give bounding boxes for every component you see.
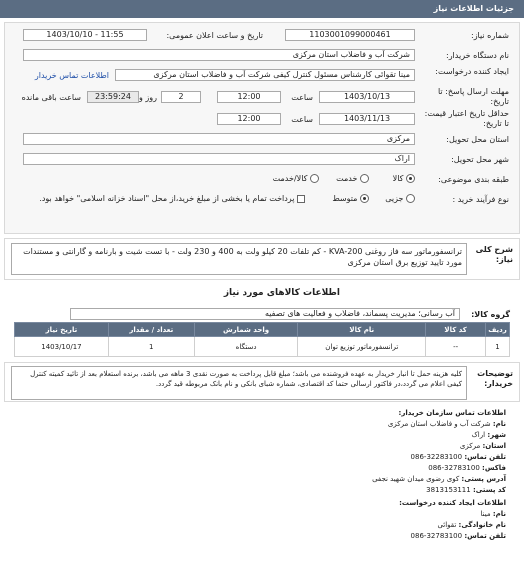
purchase-type-label: نوع فرآیند خرید :: [452, 195, 509, 204]
notes-section: [4, 362, 520, 402]
remaining-time-field: 23:59:24: [87, 91, 139, 103]
buyer-phone-line: تلفن تماس: 32283100-086: [410, 453, 506, 461]
need-number-field[interactable]: 1103001099000461: [285, 29, 415, 41]
radio-icon[interactable]: [360, 194, 369, 203]
need-details-panel: [4, 22, 520, 234]
radio-icon[interactable]: [406, 194, 415, 203]
creator-last-name-line: نام خانوادگی: تقوائی: [437, 521, 506, 529]
buyer-name-line: نام: شرکت آب و فاضلاب استان مرکزی: [387, 420, 506, 428]
radio-icon[interactable]: [310, 174, 319, 183]
deadline-time-field[interactable]: 12:00: [217, 91, 281, 103]
validity-time-field[interactable]: 12:00: [217, 113, 281, 125]
deadline-date-field[interactable]: 1403/10/13: [319, 91, 415, 103]
category-option-goods[interactable]: کالا: [393, 174, 415, 183]
validity-label: حداقل تاریخ اعتبار قیمت: تا تاریخ:: [424, 109, 509, 128]
validity-time-label: ساعت: [291, 115, 313, 124]
days-label: روز و: [139, 93, 157, 102]
cell-name: ترانسفورماتور توزیع توان: [298, 337, 426, 357]
deadline-time-label: ساعت: [291, 93, 313, 102]
creator-phone-line: تلفن تماس: 32783100-086: [410, 532, 506, 540]
category-label: طبقه بندی موضوعی:: [438, 175, 509, 184]
need-number-label: شماره نیاز:: [471, 31, 509, 40]
col-date: تاریخ نیاز: [15, 323, 109, 337]
buyer-contact-title: اطلاعات تماس سازمان خریدار:: [398, 409, 506, 417]
buyer-postal-line: کد پستی: 3813153111: [426, 486, 506, 494]
announce-label: تاریخ و ساعت اعلان عمومی:: [166, 31, 263, 40]
table-row[interactable]: [15, 337, 510, 357]
buyer-fax-line: فاکس: 32783100-086: [428, 464, 506, 472]
cell-row: 1: [486, 337, 510, 357]
city-field[interactable]: اراک: [23, 153, 415, 165]
summary-label: شرح کلی نیاز:: [475, 245, 513, 264]
creator-field[interactable]: مینا تقوائی کارشناس مسئول کنترل کیفی شرکت آب و فاضلاب استان مرکزی: [115, 69, 415, 81]
radio-icon[interactable]: [406, 174, 415, 183]
creator-contact-title: اطلاعات ایجاد کننده درخواست:: [399, 499, 506, 507]
purchase-option-small[interactable]: جزیی: [385, 194, 415, 203]
contact-section: [4, 406, 520, 572]
cell-qty: 1: [108, 337, 194, 357]
announce-field[interactable]: 1403/10/10 - 11:55: [23, 29, 147, 41]
goods-group-label: گروه کالا:: [471, 310, 510, 319]
buyer-province-line: استان: مرکزی: [459, 442, 506, 450]
notes-text: کلیه هزینه حمل تا انبار خریدار به عهده فروشنده می باشد؛ مبلغ قابل پرداخت به صورت نقدی 3 ماهه می باشد، برنده استعلام بعد از تائید کمیته کنترل کیفی اعلام می گردد،در فاکتور ارسالی حتما کد اقتصادی، شماره شبای بانکی و نام بانک مربوطه قید گردد.: [11, 366, 467, 400]
goods-group-field[interactable]: آب رسانی؛ مدیریت پسماند، فاضلاب و فعالیت های تصفیه: [70, 308, 460, 320]
purchase-option-medium[interactable]: متوسط: [332, 194, 369, 203]
cell-code: --: [426, 337, 486, 357]
goods-section-title: اطلاعات کالاهای مورد نیاز: [223, 288, 340, 298]
col-unit: واحد شمارش: [194, 323, 298, 337]
deadline-label: مهلت ارسال پاسخ: تا تاریخ:: [437, 87, 509, 106]
treasury-payment-option[interactable]: پرداخت تمام یا بخشی از مبلغ خرید،از محل "اسناد خزانه اسلامی" خواهد بود.: [39, 194, 305, 203]
province-field[interactable]: مرکزی: [23, 133, 415, 145]
col-row: ردیف: [486, 323, 510, 337]
col-qty: تعداد / مقدار: [108, 323, 194, 337]
province-label: استان محل تحویل:: [446, 135, 509, 144]
col-code: کد کالا: [426, 323, 486, 337]
summary-section: [4, 238, 520, 280]
buyer-contact-link[interactable]: اطلاعات تماس خریدار: [34, 71, 109, 80]
buyer-field[interactable]: شرکت آب و فاضلاب استان مرکزی: [23, 49, 415, 61]
col-name: نام کالا: [298, 323, 426, 337]
category-option-both[interactable]: کالا/خدمت: [273, 174, 319, 183]
buyer-label: نام دستگاه خریدار:: [446, 51, 509, 60]
summary-text: ترانسفورماتور سه فاز روغنی KVA-200 - کم تلفات 20 کیلو ولت به 400 و 230 ولت - با تست شیت و بارنامه و گارانتی و مستندات مورد تایید توزیع برق استان مرکزی: [11, 243, 467, 275]
remaining-label: ساعت باقی مانده: [21, 93, 81, 102]
radio-icon[interactable]: [360, 174, 369, 183]
goods-table: [14, 322, 510, 357]
validity-date-field[interactable]: 1403/11/13: [319, 113, 415, 125]
buyer-city-line: شهر: اراک: [471, 431, 506, 439]
notes-label: توضیحات خریدار:: [477, 369, 513, 388]
page-title: جزئیات اطلاعات نیاز: [433, 4, 514, 13]
creator-label: ایجاد کننده درخواست:: [435, 67, 509, 76]
city-label: شهر محل تحویل:: [451, 155, 509, 164]
cell-date: 1403/10/17: [15, 337, 109, 357]
category-option-service[interactable]: خدمت: [336, 174, 369, 183]
cell-unit: دستگاه: [194, 337, 298, 357]
checkbox-icon[interactable]: [297, 195, 305, 203]
buyer-address-line: آدرس پستی: کوی رضوی میدان شهید نجفی: [372, 475, 506, 483]
creator-first-name-line: نام: مینا: [480, 510, 506, 518]
page-header: [0, 0, 524, 18]
days-field[interactable]: 2: [161, 91, 201, 103]
